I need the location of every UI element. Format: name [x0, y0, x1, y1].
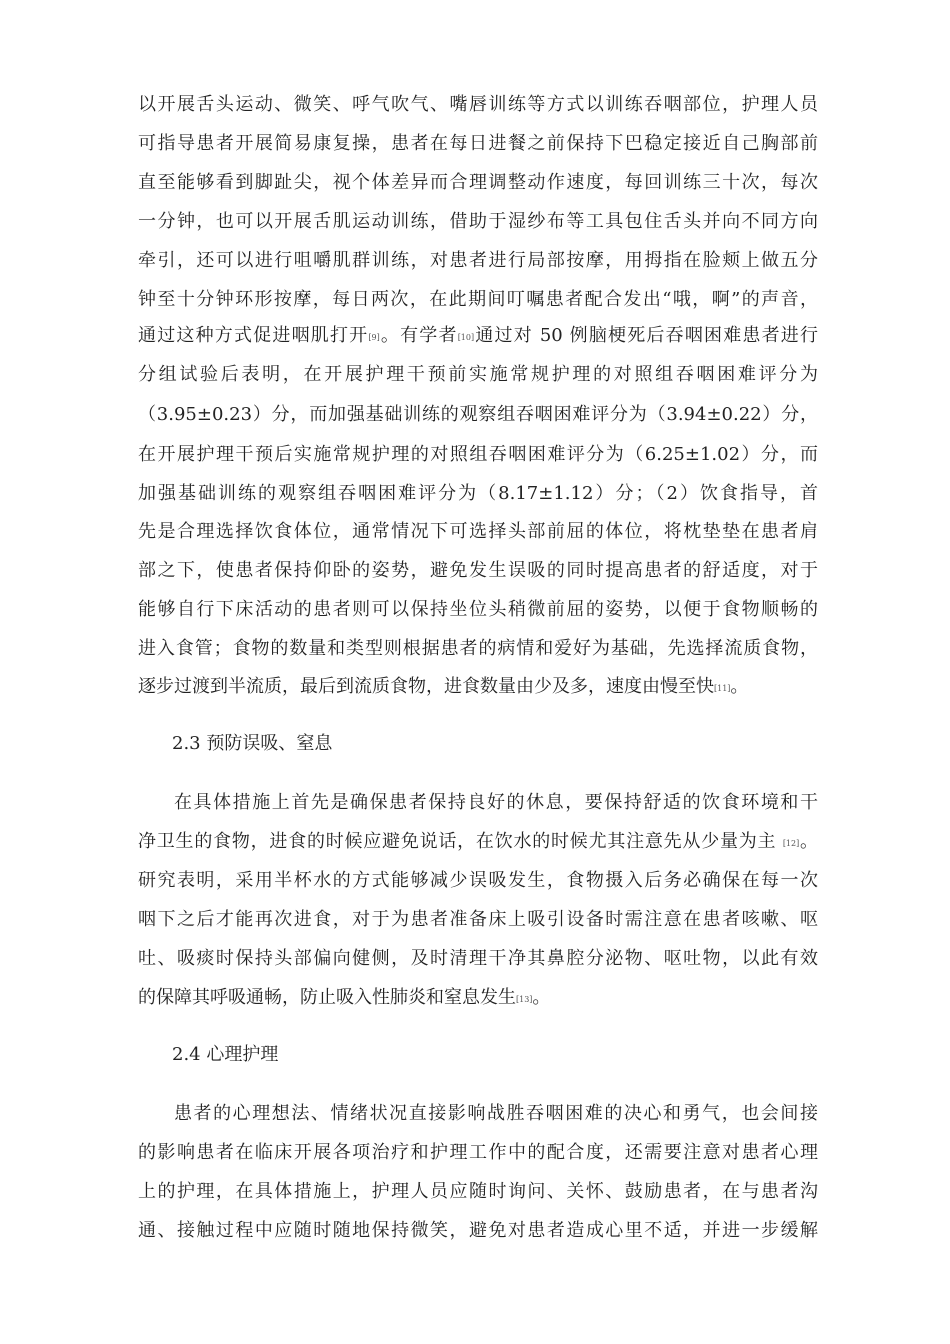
- text-line: 钟至十分钟环形按摩，每日两次，在此期间叮嘱患者配合发出“哦，啊”的声音，: [138, 289, 818, 310]
- citation-marker: [11]: [714, 684, 731, 693]
- text-line: 咽下之后才能再次进食，对于为患者准备床上吸引设备时需注意在患者咳嗽、呕: [138, 909, 818, 930]
- citation-marker: [10]: [457, 333, 475, 342]
- section-heading: 2.3 预防误吸、窒息: [172, 733, 333, 754]
- text-line: 部之下，使患者保持仰卧的姿势，避免发生误吸的同时提高患者的舒适度，对于: [138, 560, 818, 581]
- text-line: 通过这种方式促进咽肌打开[9]。有学者[10]通过对 50 例脑梗死后吞咽困难患者进行: [138, 325, 818, 346]
- text-line: 的影响患者在临床开展各项治疗和护理工作中的配合度，还需要注意对患者心理: [138, 1142, 818, 1163]
- text-line: 研究表明，采用半杯水的方式能够减少误吸发生，食物摄入后务必确保在每一次: [138, 870, 818, 891]
- text-line: 进入食管；食物的数量和类型则根据患者的病情和爱好为基础，先选择流质食物，: [138, 638, 818, 659]
- text-line: 通、接触过程中应随时随地保持微笑，避免对患者造成心里不适，并进一步缓解: [138, 1220, 818, 1241]
- text-line: 分组试验后表明，在开展护理干预前实施常规护理的对照组吞咽困难评分为: [138, 364, 818, 385]
- citation-marker: [13]: [516, 995, 533, 1004]
- text-line: 的保障其呼吸通畅，防止吸入性肺炎和窒息发生[13]。: [138, 987, 551, 1008]
- text-line: 上的护理，在具体措施上，护理人员应随时询问、关怀、鼓励患者，在与患者沟: [138, 1181, 818, 1202]
- citation-marker: [12]: [782, 839, 800, 848]
- text-line: 一分钟，也可以开展舌肌运动训练，借助于湿纱布等工具包住舌头并向不同方向: [138, 211, 818, 232]
- text-line: （3.95±0.23）分，而加强基础训练的观察组吞咽困难评分为（3.94±0.22）分，: [138, 404, 818, 425]
- text-line: 逐步过渡到半流质，最后到流质食物，进食数量由少及多，速度由慢至快[11]。: [138, 676, 749, 697]
- text-line: 直至能够看到脚趾尖，视个体差异而合理调整动作速度，每回训练三十次，每次: [138, 172, 818, 193]
- text-line: 吐、吸痰时保持头部偏向健侧，及时清理干净其鼻腔分泌物、呕吐物，以此有效: [138, 948, 818, 969]
- text-line: 能够自行下床活动的患者则可以保持坐位头稍微前屈的姿势，以便于食物顺畅的: [138, 599, 818, 620]
- citation-marker: [9]: [368, 333, 380, 342]
- text-line: 患者的心理想法、情绪状况直接影响战胜吞咽困难的决心和勇气，也会间接: [174, 1103, 818, 1124]
- text-line: 牵引，还可以进行咀嚼肌群训练，对患者进行局部按摩，用拇指在脸颊上做五分: [138, 250, 818, 271]
- text-line: 先是合理选择饮食体位，通常情况下可选择头部前屈的体位，将枕垫垫在患者肩: [138, 521, 818, 542]
- text-line: 在开展护理干预后实施常规护理的对照组吞咽困难评分为（6.25±1.02）分，而: [138, 444, 818, 465]
- section-heading: 2.4 心理护理: [172, 1044, 279, 1065]
- text-line: 净卫生的食物，进食的时候应避免说话，在饮水的时候尤其注意先从少量为主 [12]。: [138, 831, 819, 852]
- text-line: 加强基础训练的观察组吞咽困难评分为（8.17±1.12）分；（2）饮食指导，首: [138, 483, 818, 504]
- text-line: 在具体措施上首先是确保患者保持良好的休息，要保持舒适的饮食环境和干: [174, 792, 818, 813]
- text-line: 以开展舌头运动、微笑、呼气吹气、嘴唇训练等方式以训练吞咽部位，护理人员: [138, 94, 818, 115]
- text-line: 可指导患者开展简易康复操，患者在每日进餐之前保持下巴稳定接近自己胸部前: [138, 133, 818, 154]
